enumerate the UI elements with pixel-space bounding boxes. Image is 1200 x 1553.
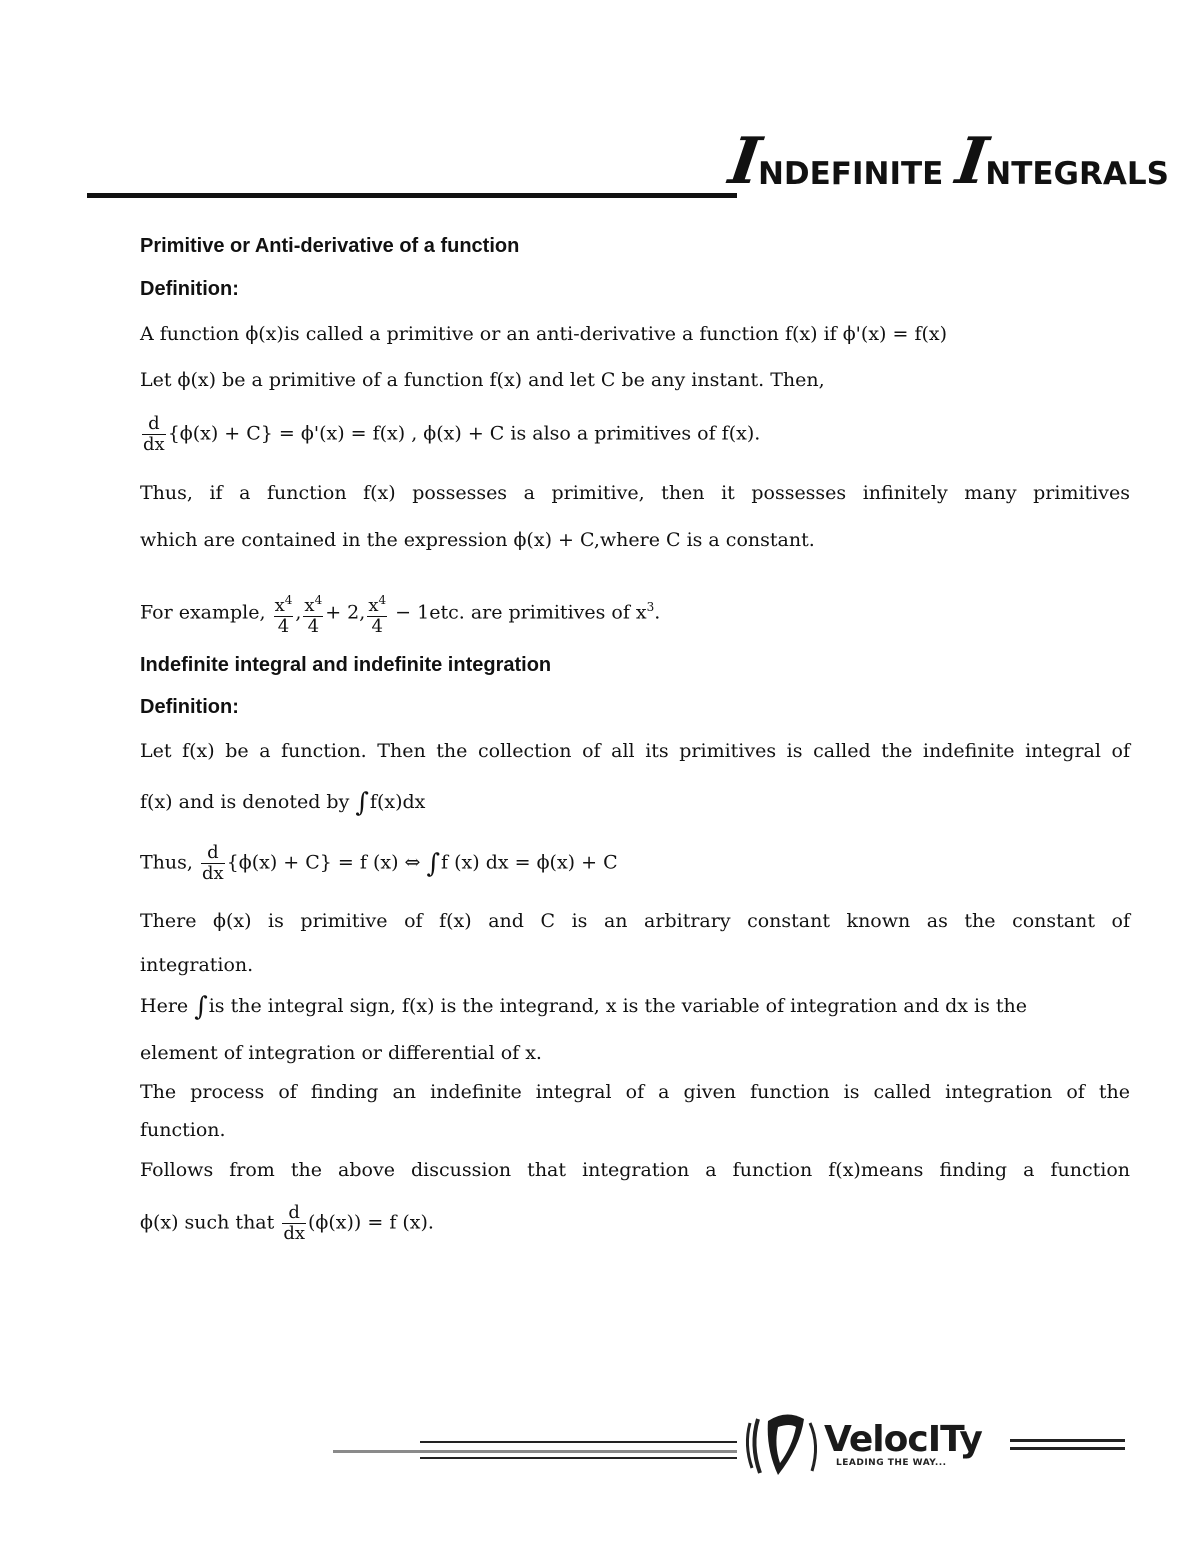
integral-sign-2: ∫: [426, 848, 441, 879]
definition-line-2: Let ϕ(x) be a primitive of a function f(x) and let C be any instant. Then,: [140, 369, 825, 391]
paragraph-line-function: function.: [140, 1119, 226, 1141]
brand-logo-text: VelocITy: [824, 1419, 982, 1460]
integral-sign-3: ∫: [194, 992, 208, 1022]
footer-rule-gray: [333, 1450, 737, 1453]
derivative-equation-1: $\frac{d}{dx}$ {ϕ(x) + C} = ϕ'(x) = f(x) , ϕ(x) + C is also a primitives of f(x).: [143, 413, 761, 455]
title-initial-2: I: [952, 124, 993, 199]
paragraph-line-follows: Follows from the above discussion that integration a function f(x)means finding a function: [140, 1159, 1130, 1181]
paragraph-line-there: There ϕ(x) is primitive of f(x) and C is an arbitrary constant known as the constant of: [140, 910, 1130, 932]
section-heading-indefinite: Indefinite integral and indefinite integration: [140, 654, 552, 676]
paragraph-line-element: element of integration or differential of x.: [140, 1042, 542, 1064]
title-initial-1: I: [724, 124, 766, 199]
definition-line-4: f(x) and is denoted by ∫f(x)dx: [140, 788, 426, 818]
example-line: For example, $\frac{x^4}{4}$ , $\frac{x^4}{4}$ + 2, $\frac{x^4}{4}$ − 1etc. are primitives of $x^3$.: [140, 585, 1130, 637]
paragraph-line-integration: integration.: [140, 954, 254, 976]
paragraph-line-process: The process of finding an indefinite integral of a given function is called integration of the: [140, 1081, 1130, 1103]
page-title: [724, 124, 1169, 210]
header-rule: [87, 193, 737, 198]
section-heading-primitive: Primitive or Anti-derivative of a function: [140, 235, 520, 257]
paragraph-line-thus-1: Thus, if a function f(x) possesses a primitive, then it possesses infinitely many primitives: [140, 482, 1130, 504]
title-word-2: NTEGRALS: [985, 156, 1169, 192]
integral-sign: ∫: [355, 788, 369, 818]
fraction-x4-over-4-c: $\frac{x^4}{4}$: [368, 592, 387, 637]
title-word-1: NDEFINITE: [757, 156, 944, 192]
footer-rule-top: [420, 1441, 737, 1443]
velocity-logo-icon: [742, 1413, 822, 1478]
footer-rule-bottom: [420, 1457, 737, 1459]
paragraph-line-here: Here ∫is the integral sign, f(x) is the integrand, x is the variable of integration and dx is the: [140, 992, 1028, 1022]
paragraph-line-thus-2: which are contained in the expression ϕ(x) + C,where C is a constant.: [140, 529, 815, 551]
fraction-x4-over-4-b: $\frac{x^4}{4}$: [304, 592, 323, 637]
definition-label-2: Definition:: [140, 696, 239, 718]
fraction-x4-over-4-a: $\frac{x^4}{4}$: [274, 592, 293, 637]
final-equation: ϕ(x) such that $\frac{d}{dx}$ (ϕ(x)) = f (x).: [140, 1202, 434, 1244]
brand-tagline: LEADING THE WAY...: [836, 1458, 947, 1468]
definition-line-3: Let f(x) be a function. Then the collection of all its primitives is called the indefinite integral of: [140, 740, 1130, 762]
integral-equation: Thus, $\frac{d}{dx}$ {ϕ(x) + C} = f (x) ⇔ ∫f (x) dx = ϕ(x) + C: [140, 842, 618, 884]
definition-label-1: Definition:: [140, 278, 239, 300]
footer-rule-right-bottom: [1010, 1447, 1125, 1450]
footer-rule-right-top: [1010, 1439, 1125, 1442]
fraction-d-dx-3: $\frac{d}{dx}$: [283, 1202, 305, 1244]
fraction-d-dx-2: $\frac{d}{dx}$: [201, 842, 224, 884]
fraction-d-dx: $\frac{d}{dx}$: [143, 413, 165, 455]
definition-line-1: A function ϕ(x)is called a primitive or an anti-derivative a function f(x) if ϕ'(x) = f(x): [140, 323, 948, 345]
